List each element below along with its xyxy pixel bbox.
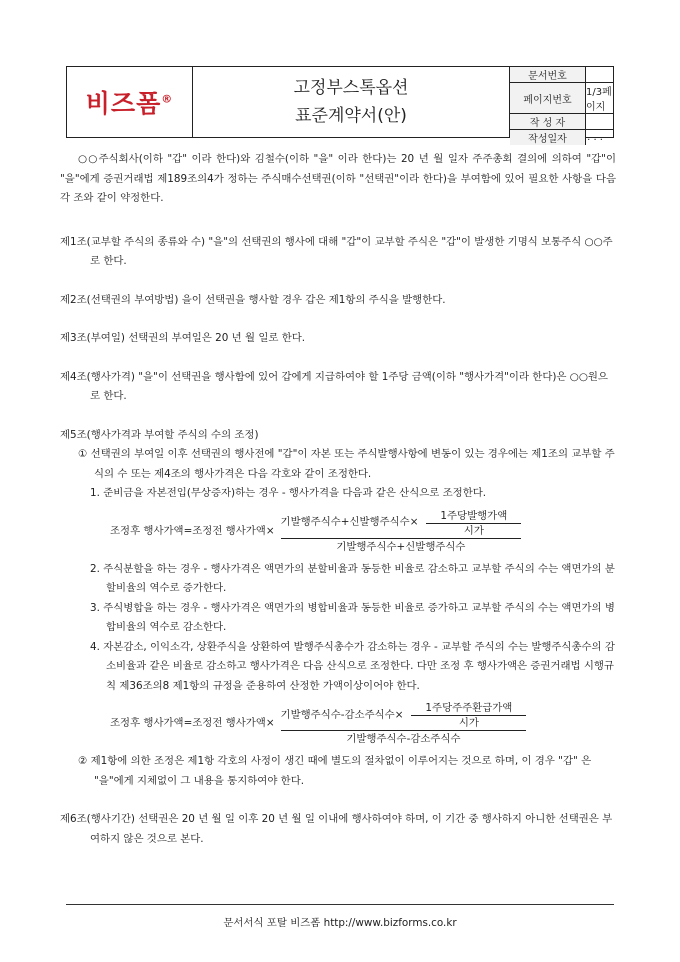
article-4: 제4조(행사가격) "을"이 선택권을 행사함에 있어 갑에게 지급하여야 할 1주당 금액(이하 "행사가격"이라 한다)은 ○○원으로 한다. — [60, 370, 608, 402]
footer-divider — [66, 904, 614, 905]
info-value: 1/3페이지 — [586, 87, 612, 113]
intro-paragraph: ○○주식회사(이하 "갑" 이라 한다)와 김철수(이하 "을" 이라 한다)는 20 년 월 일자 주주총회 결의에 의하여 "갑"이 "을"에게 증권거래법 제189조의4가 정하는 주식매수선택권(이하 "선택권"이라 한다)을 부여함에 있어 필요한 사항을 다음 각 조와 같이 약정한다. — [60, 153, 616, 204]
article-5-item-2: 2. 주식분할을 하는 경우 - 행사가격은 액면가의 분할비율과 동등한 비율로 감소하고 교부할 주식의 수는 액면가의 분할비율의 역수로 증가한다. — [90, 562, 615, 594]
formula-1-sub-den: 시가 — [463, 524, 484, 537]
info-key: 작성일자 — [510, 130, 586, 145]
contract-body — [60, 150, 616, 849]
logo-cell — [67, 67, 193, 137]
formula-1-numerator — [281, 509, 522, 538]
article-5-item-4: 4. 자본감소, 이익소각, 상환주식을 상환하여 발행주식총수가 감소하는 경우 - 교부할 주식의 수는 발행주식총수의 감소비율과 같은 비율로 감소하고 행사가격은 다음 산식으로 조정한다. 다만 조정 후 행사가액은 증권거래법 시행규칙 제36조의8 제1항의 규정을 준용하여 산정한 가액이상이어야 한다. — [90, 640, 615, 692]
formula-2-fraction — [281, 701, 527, 747]
article-5-clause-2: ② 제1항에 의한 조정은 제1항 각호의 사정이 생긴 때에 별도의 절차없이 이루어지는 것으로 하며, 이 경우 "갑" 은 "을"에게 지체없이 그 내용을 통지하여야 한다. — [78, 755, 592, 787]
article-5-title: 제5조(행사가격과 부여할 주식의 수의 조정) — [60, 428, 259, 441]
info-value — [586, 67, 613, 82]
doc-title-line1: 고정부스톡옵션 — [293, 78, 409, 98]
article-6: 제6조(행사기간) 선택권은 20 년 월 일 이후 20 년 월 일 이내에 행사하여야 하며, 이 기간 중 행사하지 아니한 선택권은 부여하지 않은 것으로 본다. — [60, 813, 613, 845]
article-5-item-1: 1. 준비금을 자본전입(무상증자)하는 경우 - 행사가격을 다음과 같은 산식으로 조정한다. — [90, 487, 487, 499]
formula-2 — [110, 702, 616, 746]
formula-2-denominator: 기발행주식수-감소주식수 — [346, 733, 461, 745]
formula-2-sub-fraction — [411, 701, 526, 730]
formula-2-lhs: 조정후 행사가액=조정전 행사가액× — [110, 717, 275, 730]
formula-1-lhs: 조정후 행사가액=조정전 행사가액× — [110, 524, 275, 537]
formula-1-sub-num: 1주당발행가액 — [440, 509, 508, 522]
footer-text: 문서서식 포탈 비즈폼 http://www.bizforms.co.kr — [223, 917, 457, 929]
formula-2-numerator — [281, 701, 527, 730]
formula-2-num-text: 기발행주식수-감소주식수× — [280, 708, 404, 721]
formula-1-denominator: 기발행주식수+신발행주식수 — [336, 540, 466, 553]
info-row — [510, 67, 613, 83]
article-2: 제2조(선택권의 부여방법) 을이 선택권을 행사할 경우 갑은 제1항의 주식을 발행한다. — [60, 293, 446, 306]
info-key: 문서번호 — [510, 67, 586, 82]
formula-1-sub-fraction — [426, 509, 521, 538]
info-row — [510, 83, 613, 114]
formula-2-sub-den: 시가 — [458, 717, 479, 729]
logo-text: 비즈폼 — [85, 89, 162, 118]
bizforms-logo — [86, 84, 173, 120]
logo-registered-mark: ® — [161, 92, 174, 106]
article-1: 제1조(교부할 주식의 종류와 수) "을"의 선택권의 행사에 대해 "갑"이 교부할 주식은 "갑"이 발생한 기명식 보통주식 ○○주로 한다. — [60, 235, 613, 267]
formula-1-num-text: 기발행주식수+신발행주식수× — [280, 516, 419, 529]
formula-1 — [110, 510, 616, 554]
formula-2-sub-num: 1주당주주환급가액 — [425, 702, 513, 714]
info-row — [510, 130, 613, 145]
doc-info-table — [510, 67, 613, 145]
info-row — [510, 114, 613, 130]
info-key: 작 성 자 — [510, 114, 586, 129]
formula-1-fraction — [281, 509, 522, 555]
article-5-clause-1: ① 선택권의 부여일 이후 선택권의 행사전에 "갑"이 자본 또는 주식발행사항에 변동이 있는 경우에는 제1조의 교부할 주식의 수 또는 제4조의 행사가격은 다음 각호와 같이 조정한다. — [78, 448, 615, 480]
title-cell — [193, 67, 510, 137]
info-value — [586, 114, 613, 129]
doc-title-line2: 표준계약서(안) — [295, 106, 407, 126]
info-value: . . . — [587, 132, 603, 143]
info-key: 페이지번호 — [510, 83, 586, 113]
header-table — [66, 66, 614, 145]
article-3: 제3조(부여일) 선택권의 부여일은 20 년 월 일로 한다. — [60, 332, 306, 344]
article-5-item-3: 3. 주식병합을 하는 경우 - 행사가격은 액면가의 병합비율과 동등한 비율로 증가하고 교부할 주식의 수는 액면가의 병합비율의 역수로 감소한다. — [90, 601, 615, 633]
